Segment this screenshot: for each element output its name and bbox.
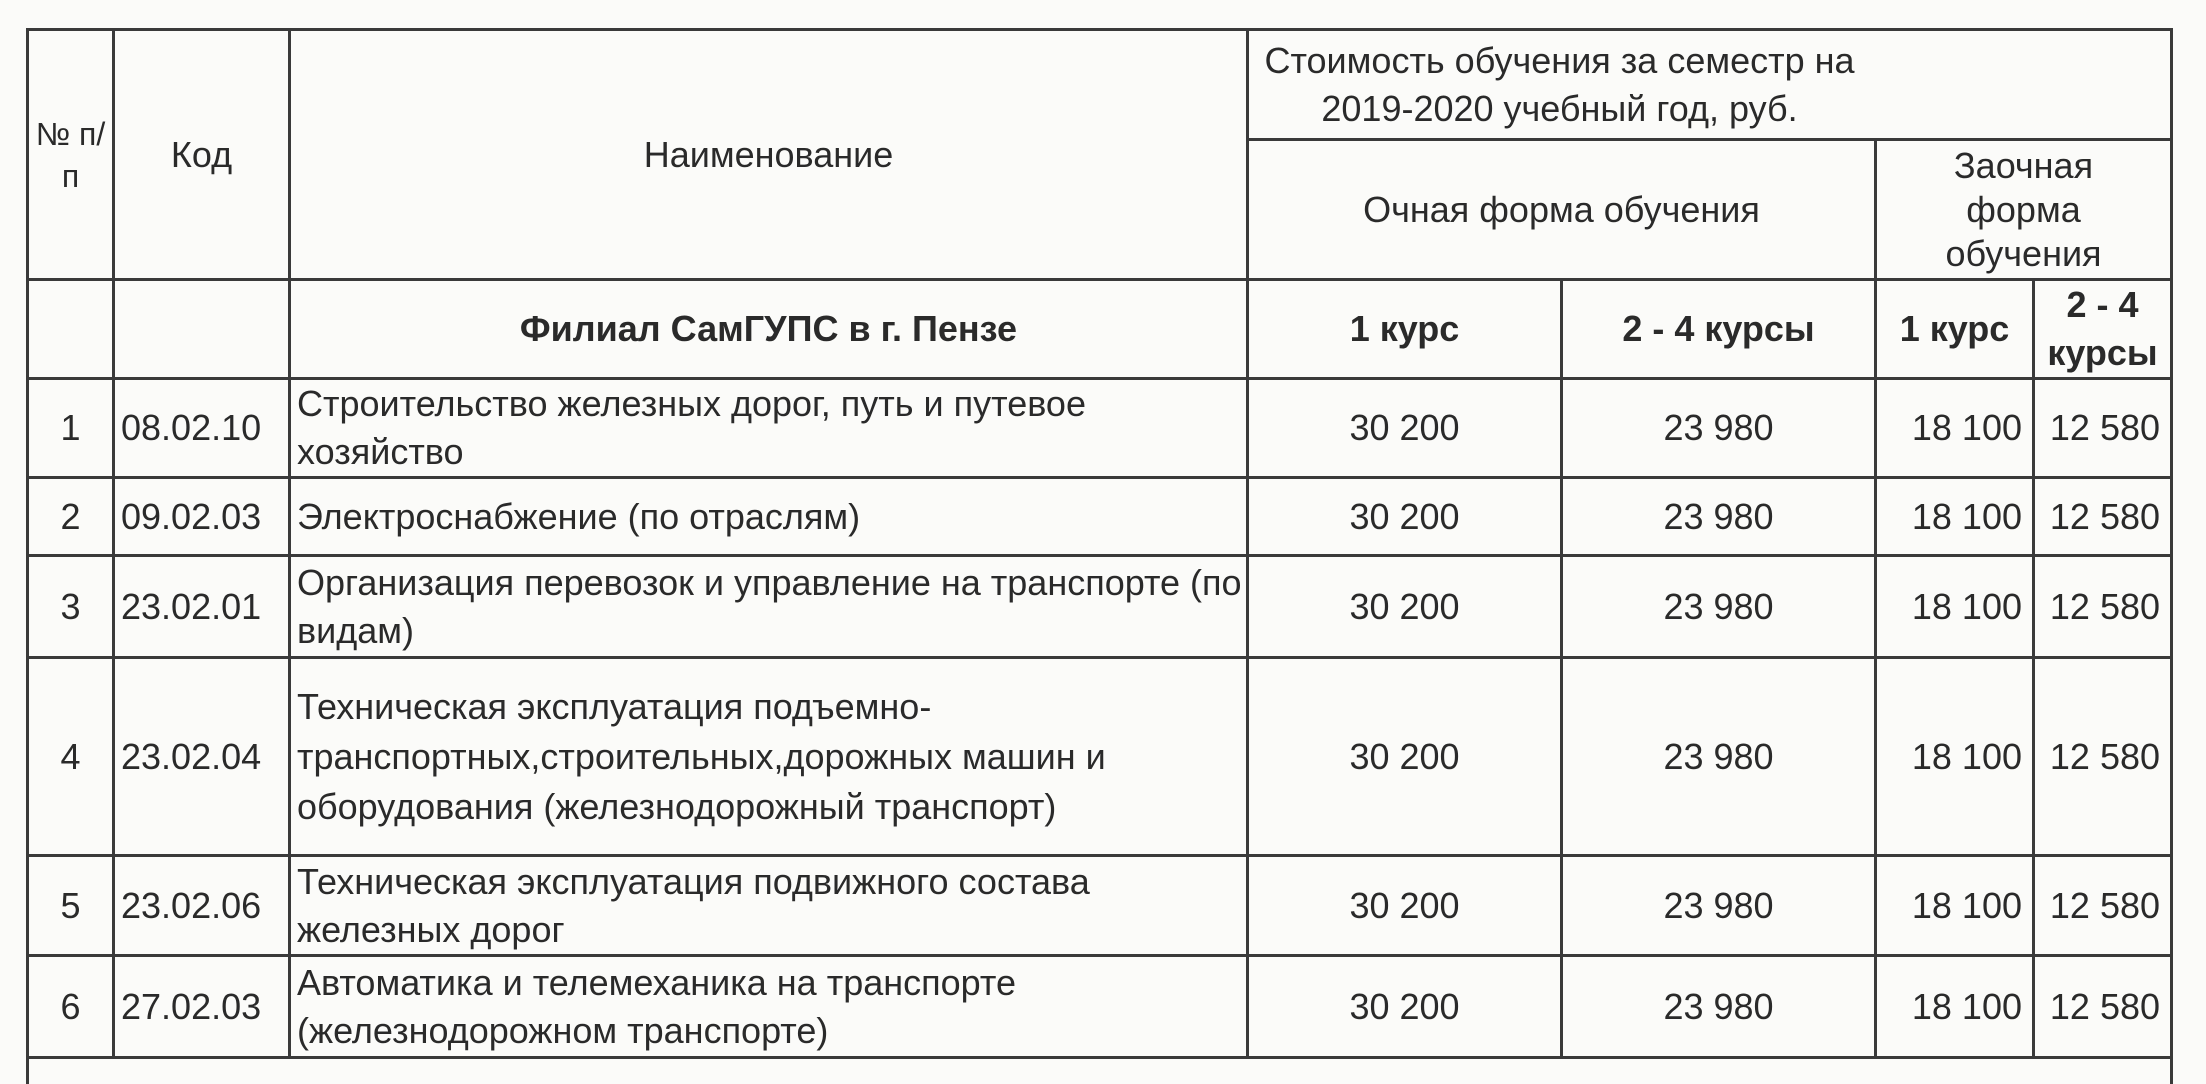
header-fulltime: Очная форма обучения — [1248, 140, 1876, 280]
row-pt-year1: 18 100 — [1876, 379, 2034, 478]
empty-cell — [28, 280, 114, 379]
row-pt-year2-4: 12 580 — [2034, 856, 2172, 956]
header-pt-year1: 1 курс — [1876, 280, 2034, 379]
row-ft-year1: 30 200 — [1248, 856, 1562, 956]
row-ft-year2-4: 23 980 — [1562, 856, 1876, 956]
row-name: Строительство железных дорог, путь и путевое хозяйство — [290, 379, 1248, 478]
empty-cell — [114, 280, 290, 379]
row-num: 6 — [28, 956, 114, 1058]
empty-cell — [28, 1058, 2172, 1084]
row-name: Автоматика и телемеханика на транспорте (железнодорожном транспорте) — [290, 956, 1248, 1058]
header-parttime: Заочная форма обучения — [1876, 140, 2172, 280]
row-ft-year2-4: 23 980 — [1562, 379, 1876, 478]
table-row — [28, 658, 2172, 856]
tuition-table — [26, 28, 2173, 1084]
header-num: № п/п — [28, 30, 114, 280]
row-name: Организация перевозок и управление на транспорте (по видам) — [290, 556, 1248, 658]
header-name: Наименование — [290, 30, 1248, 280]
row-ft-year1: 30 200 — [1248, 556, 1562, 658]
row-ft-year1: 30 200 — [1248, 478, 1562, 556]
header-pt-year2-4: 2 - 4 курсы — [2034, 280, 2172, 379]
row-ft-year2-4: 23 980 — [1562, 956, 1876, 1058]
row-ft-year2-4: 23 980 — [1562, 658, 1876, 856]
row-code: 23.02.04 — [114, 658, 290, 856]
header-ft-year2-4: 2 - 4 курсы — [1562, 280, 1876, 379]
row-num: 4 — [28, 658, 114, 856]
table-row — [28, 379, 2172, 478]
row-pt-year1: 18 100 — [1876, 856, 2034, 956]
header-code: Код — [114, 30, 290, 280]
row-name: Техническая эксплуатация подъемно-транспортных,строительных,дорожных машин и оборудования (железнодорожный транспорт) — [290, 658, 1248, 856]
row-code: 23.02.01 — [114, 556, 290, 658]
row-pt-year1: 18 100 — [1876, 478, 2034, 556]
table-row — [28, 478, 2172, 556]
table-row — [28, 856, 2172, 956]
row-pt-year2-4: 12 580 — [2034, 658, 2172, 856]
row-name: Электроснабжение (по отраслям) — [290, 478, 1248, 556]
branch-title: Филиал СамГУПС в г. Пензе — [290, 280, 1248, 379]
header-row-3 — [28, 280, 2172, 379]
row-pt-year1: 18 100 — [1876, 658, 2034, 856]
row-code: 23.02.06 — [114, 856, 290, 956]
row-pt-year2-4: 12 580 — [2034, 478, 2172, 556]
row-pt-year2-4: 12 580 — [2034, 379, 2172, 478]
row-code: 08.02.10 — [114, 379, 290, 478]
row-ft-year2-4: 23 980 — [1562, 556, 1876, 658]
row-pt-year2-4: 12 580 — [2034, 956, 2172, 1058]
header-row-1 — [28, 30, 2172, 140]
header-ft-year1: 1 курс — [1248, 280, 1562, 379]
row-ft-year1: 30 200 — [1248, 956, 1562, 1058]
table-row — [28, 556, 2172, 658]
row-ft-year1: 30 200 — [1248, 658, 1562, 856]
row-pt-year1: 18 100 — [1876, 556, 2034, 658]
header-cost-title: Стоимость обучения за семестр на 2019-2020 учебный год, руб. — [1248, 30, 2172, 140]
row-pt-year1: 18 100 — [1876, 956, 2034, 1058]
row-num: 3 — [28, 556, 114, 658]
row-num: 2 — [28, 478, 114, 556]
row-ft-year2-4: 23 980 — [1562, 478, 1876, 556]
row-name: Техническая эксплуатация подвижного состава железных дорог — [290, 856, 1248, 956]
row-code: 27.02.03 — [114, 956, 290, 1058]
row-num: 5 — [28, 856, 114, 956]
table-bottom-strip — [28, 1058, 2172, 1084]
table-row — [28, 956, 2172, 1058]
row-pt-year2-4: 12 580 — [2034, 556, 2172, 658]
row-code: 09.02.03 — [114, 478, 290, 556]
row-num: 1 — [28, 379, 114, 478]
row-ft-year1: 30 200 — [1248, 379, 1562, 478]
